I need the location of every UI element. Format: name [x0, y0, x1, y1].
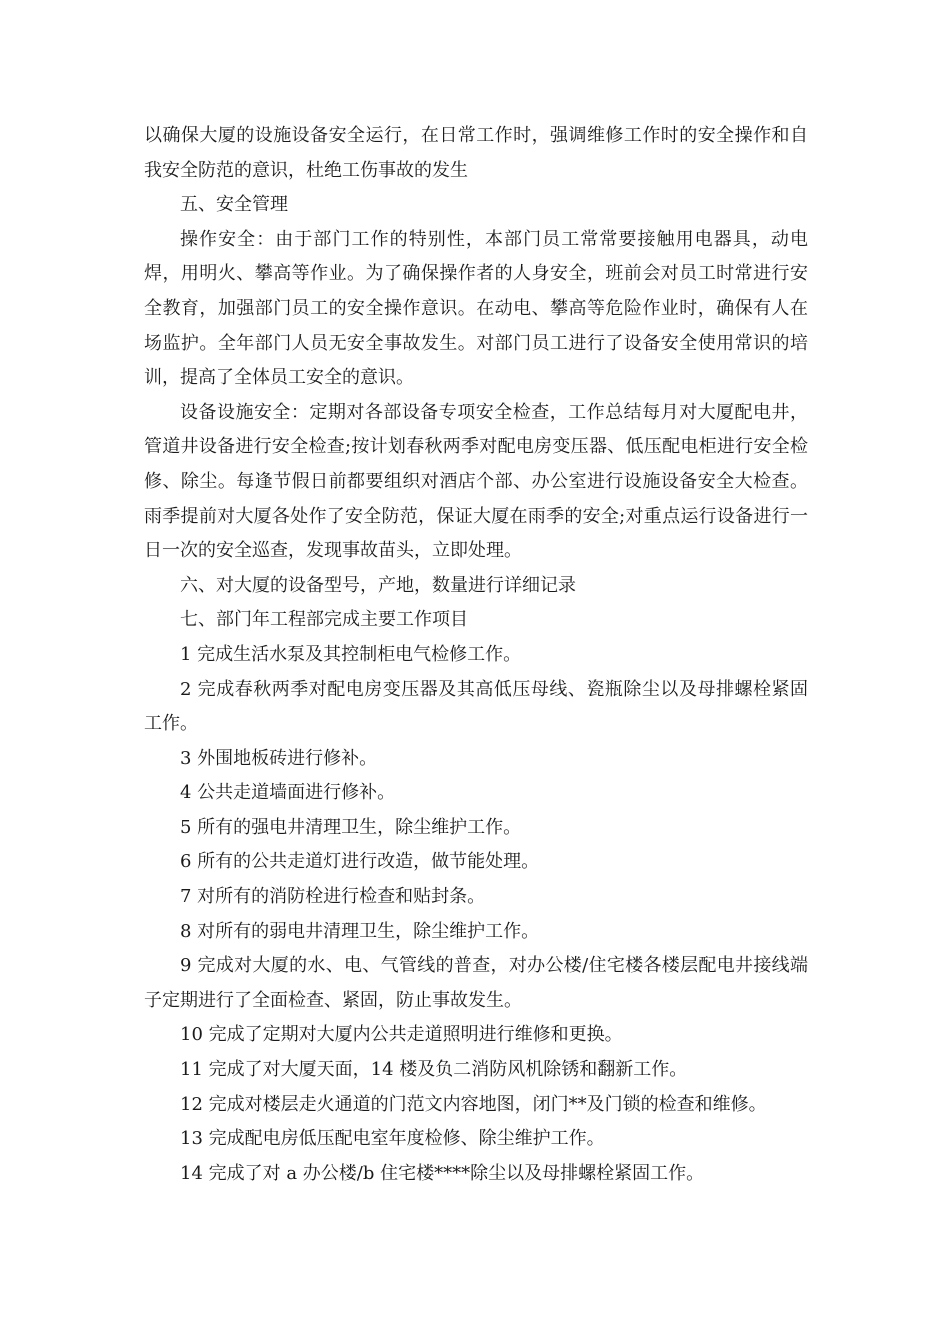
document-page	[144, 119, 808, 1191]
paragraph-facility-safety: 设备设施安全：定期对各部设备专项安全检查，工作总结每月对大厦配电井，管道井设备进行安全检查;按计划春秋两季对配电房变压器、低压配电柜进行安全检修、除尘。每逢节假日前都要组织对酒店个部、办公室进行设施设备安全大检查。雨季提前对大厦各处作了安全防范，保证大厦在雨季的安全;对重点运行设备进行一日一次的安全巡查，发现事故苗头，立即处理。	[144, 401, 808, 562]
work-item-14: 14 完成了对 a 办公楼/b 住宅楼****除尘以及母排螺栓紧固工作。	[180, 1162, 705, 1184]
section-heading-equipment-records: 六、对大厦的设备型号，产地，数量进行详细记录	[180, 574, 576, 596]
section-heading-safety-management: 五、安全管理	[180, 194, 288, 216]
work-item-2: 2 完成春秋两季对配电房变压器及其高低压母线、瓷瓶除尘以及母排螺栓紧固工作。	[144, 678, 808, 735]
paragraph-continuation: 以确保大厦的设施设备安全运行，在日常工作时，强调维修工作时的安全操作和自我安全防范的意识，杜绝工伤事故的发生	[144, 125, 808, 181]
work-item-6: 6 所有的公共走道灯进行改造，做节能处理。	[180, 851, 540, 873]
work-item-9: 9 完成对大厦的水、电、气管线的普查，对办公楼/住宅楼各楼层配电井接线端子定期进行了全面检查、紧固，防止事故发生。	[144, 955, 808, 1011]
work-item-7: 7 对所有的消防栓进行检查和贴封条。	[180, 886, 486, 908]
work-item-8: 8 对所有的弱电井清理卫生，除尘维护工作。	[180, 920, 540, 942]
work-item-5: 5 所有的强电井清理卫生，除尘维护工作。	[180, 816, 522, 838]
work-item-10: 10 完成了定期对大厦内公共走道照明进行维修和更换。	[180, 1024, 623, 1046]
work-item-11: 11 完成了对大厦天面，14 楼及负二消防风机除锈和翻新工作。	[180, 1059, 688, 1081]
work-item-4: 4 公共走道墙面进行修补。	[180, 782, 396, 804]
work-item-1: 1 完成生活水泵及其控制柜电气检修工作。	[180, 643, 522, 665]
work-item-3: 3 外围地板砖进行修补。	[180, 747, 378, 769]
section-heading-work-items: 七、部门年工程部完成主要工作项目	[180, 609, 468, 631]
work-item-12: 12 完成对楼层走火通道的门范文内容地图，闭门**及门锁的检查和维修。	[180, 1093, 767, 1115]
paragraph-operation-safety: 操作安全：由于部门工作的特别性，本部门员工常常要接触用电器具，动电焊，用明火、攀高等作业。为了确保操作者的人身安全，班前会对员工时常进行安全教育，加强部门员工的安全操作意识。在动电、攀高等危险作业时，确保有人在场监护。全年部门人员无安全事故发生。对部门员工进行了设备安全使用常识的培训，提高了全体员工安全的意识。	[144, 228, 808, 389]
work-item-13: 13 完成配电房低压配电室年度检修、除尘维护工作。	[180, 1128, 605, 1150]
